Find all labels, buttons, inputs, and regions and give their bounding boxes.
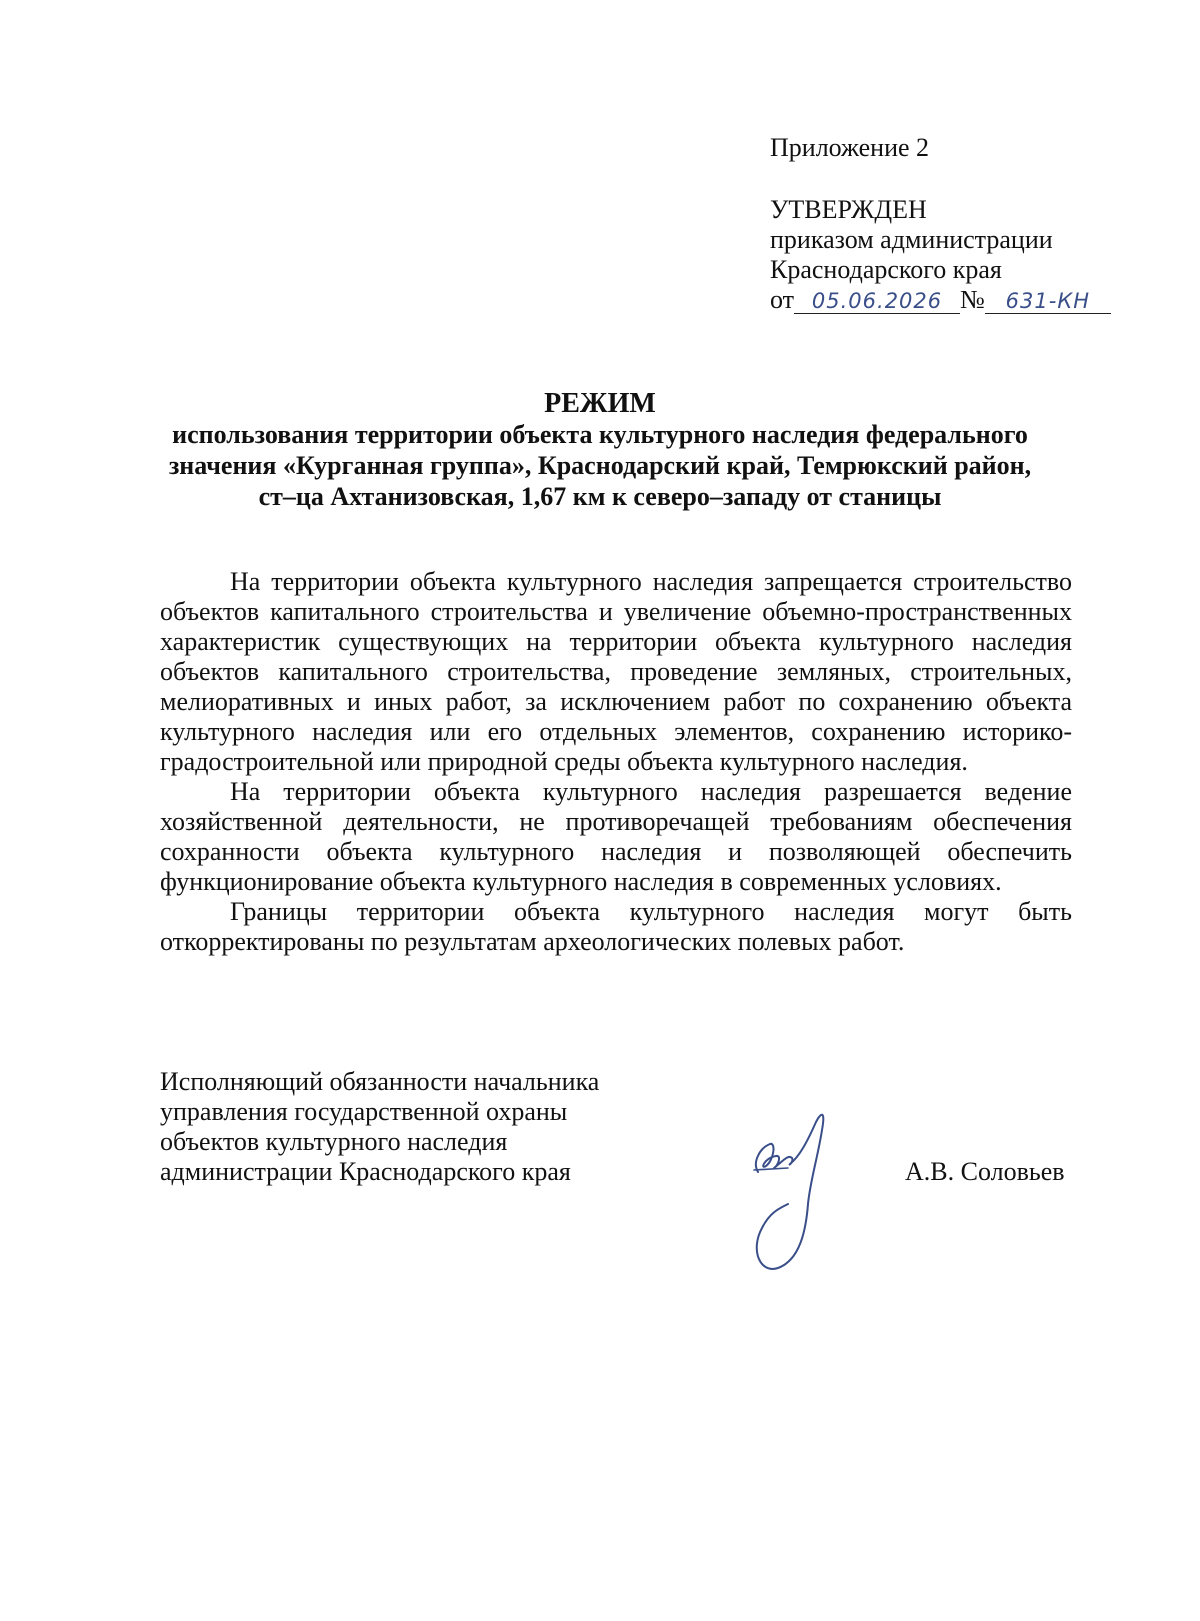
order-reference [770,285,1111,315]
position-line-4: администрации Краснодарского края [160,1157,571,1186]
signer-name: А.В. Соловьев [905,1157,1065,1186]
paragraph-boundaries: Границы территории объекта культурного наследия могут быть откорректированы по результатам археологических полевых работ. [160,897,1072,956]
paragraph-permission: На территории объекта культурного наследия разрешается ведение хозяйственной деятельности, не противоречащей требованиям обеспечения сохранности объекта культурного наследия и позволяющей обеспечить функционирование объекта культурного наследия в современных условиях. [160,777,1072,896]
approved-by-line-1: приказом администрации [770,225,1053,254]
approved-label: УТВЕРЖДЕН [770,195,927,224]
position-line-3: объектов культурного наследия [160,1127,508,1156]
paragraph-prohibition: На территории объекта культурного наследия запрещается строительство объектов капитального строительства и увеличение объемно-пространственных характеристик существующих на территории объекта культурного наследия объектов капитального строительства, проведение земляных, строительных, мелиоративных и иных работ, за исключением работ по сохранению объекта культурного наследия или его отдельных элементов, сохранению историко-градостроительной или природной среды объекта культурного наследия. [160,567,1072,776]
handwritten-signature [730,1100,860,1280]
approval-block [770,133,1111,315]
approved-by-line-2: Краснодарского края [770,255,1002,284]
title-line-2: значения «Курганная группа», Краснодарский край, Темрюкский район, [168,451,1032,480]
document-body [160,567,1072,957]
order-number: 631-КН [985,289,1111,314]
number-prefix: № [960,285,985,314]
title-heading: РЕЖИМ [544,388,656,419]
title-line-3: ст–ца Ахтанизовская, 1,67 км к северо–западу от станицы [258,482,942,511]
appendix-label: Приложение 2 [770,133,930,162]
position-line-2: управления государственной охраны [160,1097,568,1126]
signatory-position [160,1067,599,1187]
position-line-1: Исполняющий обязанности начальника [160,1067,600,1096]
from-prefix: от [770,285,795,314]
order-date: 05.06.2026 [794,289,960,314]
title-line-1: использования территории объекта культурного наследия федерального [172,420,1028,449]
document-title [100,388,1100,512]
